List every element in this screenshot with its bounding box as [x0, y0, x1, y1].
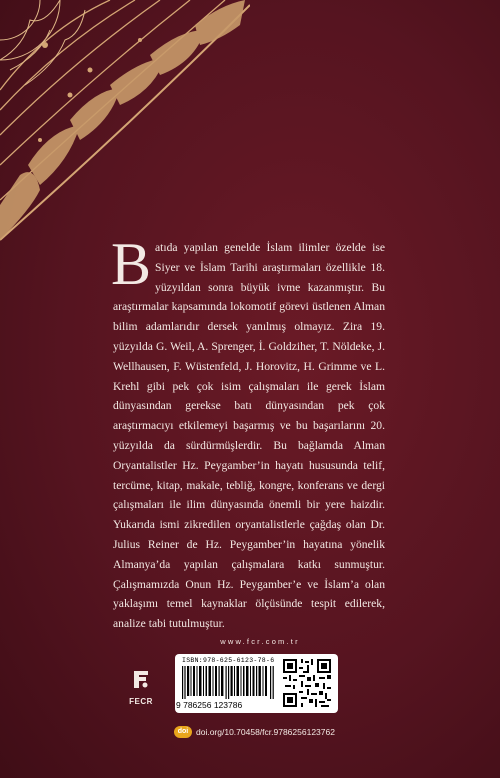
- doi-badge-icon: doi: [174, 726, 192, 738]
- isbn-digits: 9 786256 123786: [176, 700, 243, 710]
- publisher-name: FECR: [129, 697, 153, 706]
- qr-code-icon: [283, 659, 331, 707]
- doi-link[interactable]: doi.org/10.70458/fcr.9786256123762: [196, 727, 335, 737]
- isbn-barcode-panel: [175, 654, 338, 713]
- barcode-icon: [182, 666, 274, 699]
- drop-cap: B: [111, 231, 152, 297]
- fcr-logo-icon: [130, 668, 152, 690]
- description-text: atıda yapılan genelde İslam ilimler özelde ise Siyer ve İslam Tarihi araştırmaları özellikle 18. yüzyıldan sonra büyük ivme kazanmıştır. Bu araştırmalar kapsamında lokomotif görevi üstlenen Alman bilim adamlarıdır dersek yanılmış olmayız. Zira 19. yüzyılda G. Weil, A. Sprenger, İ. Goldziher, T. Nöldeke, J. Wellhausen, F. Wüstenfeld, J. Horovitz, H. Grimme ve L. Krehl gibi pek çok isim çalışmaları ile gerek İslam dünyasından gerekse batı dünyasından pek çok araştırmacıyı etkilemeyi başarmış ve bu başarılarını 20. yüzyılda da sürdürmüşlerdir. Bu bağlamda Alman Oryantalistler Hz. Peygamber’in hayatı hususunda telif, tercüme, kitap, makale, tebliğ, kongre, konferans ve dergi çalışmaları ile ilim dünyasında önemli bir yere haizdir. Yukarıda ismi zikredilen oryantalistlerle çağdaş olan Dr. Julius Reiner de Hz. Peygamber’in hayatına yönelik Almanya’da yapılan çalışmalara katkı sunmuştur. Çalışmamızda Onun Hz. Peygamber’e ve İslam’a olan yaklaşımı temel kaynaklar ölçüsünde tespit edilerek, analize tabi tutulmuştur.: [113, 241, 385, 631]
- website-url: www.fcr.com.tr: [220, 637, 300, 646]
- isbn-label: ISBN:978-625-6123-78-6: [182, 657, 275, 664]
- publisher-logo: [126, 668, 156, 706]
- mandala-ornament-icon: [0, 0, 250, 250]
- back-cover-description: [111, 231, 385, 634]
